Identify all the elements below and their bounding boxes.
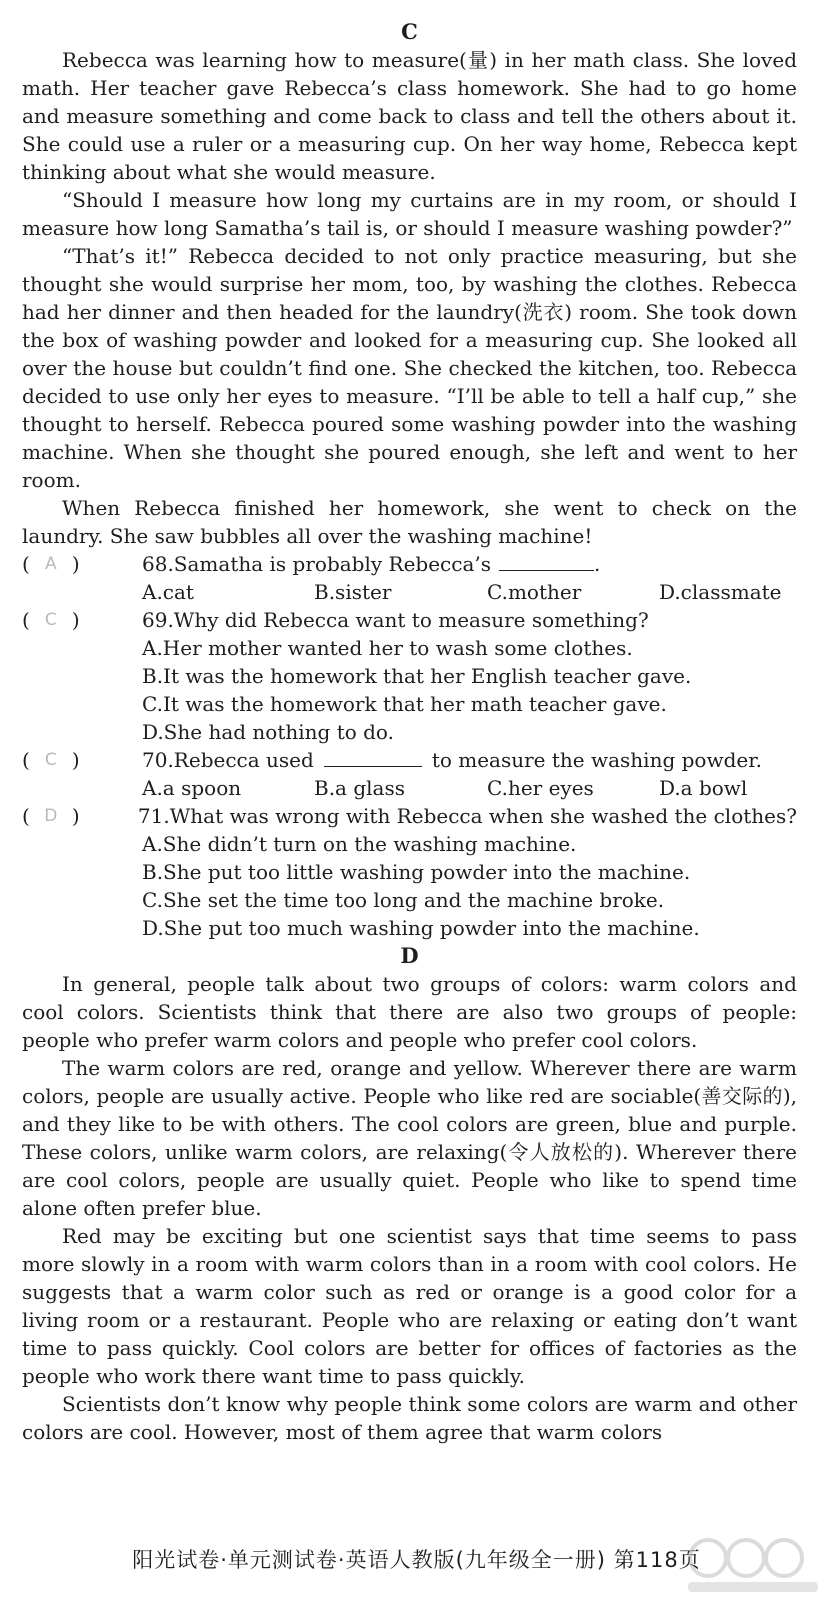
option-68-c: C.mother (487, 580, 582, 604)
section-c-paragraph-4: When Rebecca finished her homework, she went to check on the laundry. She saw bubbles all over the washing machine! (22, 496, 797, 548)
option-70-b: B.a glass (314, 776, 405, 800)
section-c-paragraph-2: “Should I measure how long my curtains are in my room, or should I measure how long Samatha’s tail is, or should I measure washing powder?” (22, 188, 797, 240)
section-d-paragraph-1: In general, people talk about two groups of colors: warm colors and cool colors. Scientists think that there are also two groups of people: people who prefer warm colors and people who prefer cool colors. (22, 972, 797, 1052)
option-71-a: A.She didn’t turn on the washing machine. (142, 832, 577, 856)
question-68-stem: 68.Samatha is probably Rebecca’s (142, 552, 492, 576)
option-68-a: A.cat (142, 580, 194, 604)
option-70-a: A.a spoon (142, 776, 242, 800)
option-71-b: B.She put too little washing powder into the machine. (142, 860, 691, 884)
question-71: ( D ) 71.What was wrong with Rebecca when she washed the clothes? (22, 804, 797, 828)
question-70-blank (324, 746, 422, 767)
question-69-stem: 69.Why did Rebecca want to measure something? (142, 608, 649, 632)
section-c-paragraph-1: Rebecca was learning how to measure(量) in her math class. She loved math. Her teacher gave Rebecca’s class homework. She had to go home and measure something and come back to class and tell the others about it. She could use a ruler or a measuring cup. On her way home, Rebecca kept thinking about what she would measure. (22, 48, 797, 184)
section-d-paragraph-2: The warm colors are red, orange and yellow. Wherever there are warm colors, people are usually active. People who like red are sociable(善交际的), and they like to be with others. The cool colors are green, blue and purple. These colors, unlike warm colors, are relaxing(令人放松的). Wherever there are cool colors, people are usually quiet. People who like to spend time alone often prefer blue. (22, 1056, 797, 1220)
option-70-d: D.a bowl (659, 776, 748, 800)
option-69-c: C.It was the homework that her math teacher gave. (142, 692, 667, 716)
option-69-b: B.It was the homework that her English teacher gave. (142, 664, 692, 688)
question-71-stem: 71.What was wrong with Rebecca when she washed the clothes? (137, 804, 797, 828)
question-70-options (22, 774, 797, 802)
option-69-d: D.She had nothing to do. (142, 720, 394, 744)
question-68-options (22, 578, 797, 606)
question-69: ( C ) 69.Why did Rebecca want to measure something? (22, 608, 649, 632)
option-71-c: C.She set the time too long and the machine broke. (142, 888, 665, 912)
section-d-paragraph-4: Scientists don’t know why people think some colors are warm and other colors are cool. However, most of them agree that warm colors (22, 1392, 797, 1444)
question-70: ( C ) 70.Rebecca used to measure the washing powder. (22, 748, 762, 772)
answer-68: A (44, 554, 57, 574)
question-68: ( A ) 68.Samatha is probably Rebecca’s . (22, 552, 601, 576)
section-d-heading: D (400, 943, 419, 968)
section-c-paragraph-3: “That’s it!” Rebecca decided to not only practice measuring, but she thought she would surprise her mom, too, by washing the clothes. Rebecca had her dinner and then headed for the laundry(洗衣) room. She took down the box of washing powder and looked for a measuring cup. She looked all over the house but couldn’t find one. She checked the kitchen, too. Rebecca decided to use only her eyes to measure. “I’ll be able to tell a half cup,” she thought to herself. Rebecca poured some washing powder into the washing machine. When she thought she poured enough, she left and went to her room. (22, 244, 797, 492)
watermark-logo-icon (678, 1528, 828, 1598)
exam-page (22, 18, 797, 1446)
page-footer: 阳光试卷·单元测试卷·英语人教版(九年级全一册) 第118页 (132, 1548, 701, 1572)
option-68-b: B.sister (314, 580, 392, 604)
option-69-a: A.Her mother wanted her to wash some clothes. (142, 636, 633, 660)
answer-71: D (44, 806, 58, 826)
section-c-heading: C (401, 19, 418, 44)
answer-70: C (44, 750, 57, 770)
option-71-d: D.She put too much washing powder into the machine. (142, 916, 700, 940)
answer-69: C (44, 610, 57, 630)
question-68-blank (499, 550, 594, 571)
question-70-stem: 70.Rebecca used (142, 748, 314, 772)
section-d-paragraph-3: Red may be exciting but one scientist says that time seems to pass more slowly in a room with warm colors than in a room with cool colors. He suggests that a warm color such as red or orange is a good color for a living room or a restaurant. People who are relaxing or eating don’t want time to pass quickly. Cool colors are better for offices of factories as the people who work there want time to pass quickly. (22, 1224, 797, 1388)
option-68-d: D.classmate (659, 580, 782, 604)
option-70-c: C.her eyes (487, 776, 594, 800)
